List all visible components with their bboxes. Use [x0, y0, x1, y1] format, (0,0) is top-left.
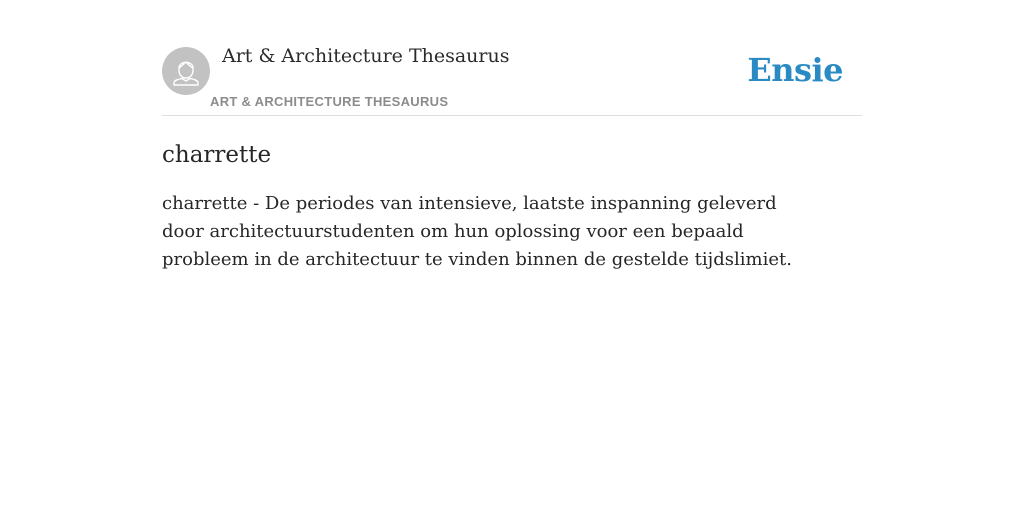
ensie-logo[interactable]: Ensie [747, 51, 843, 89]
author-avatar[interactable] [162, 47, 210, 95]
author-subtitle[interactable]: ART & ARCHITECTURE THESAURUS [210, 94, 449, 109]
author-name[interactable]: Art & Architecture Thesaurus [222, 45, 510, 67]
entry-header [162, 0, 862, 116]
entry-definition: charrette - De periodes van intensieve, laatste inspanning geleverd door architectuurstudenten om hun oplossing voor een bepaald probleem in de architectuur te vinden binnen de gestelde tijdslimiet. [162, 193, 792, 270]
entry-term: charrette [162, 142, 272, 168]
user-icon [162, 47, 210, 95]
entry-card [162, 0, 862, 274]
